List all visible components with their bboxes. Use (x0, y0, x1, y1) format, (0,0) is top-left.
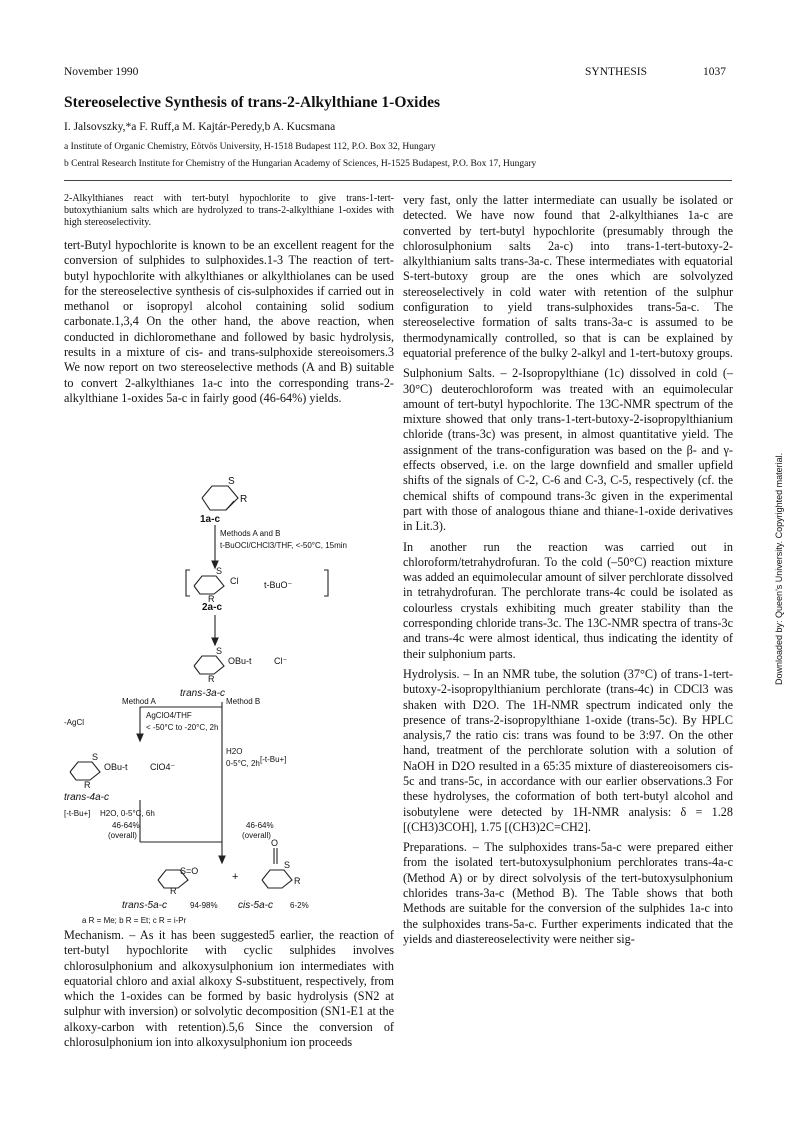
conditions-b: 0-5°C, 2h (226, 759, 260, 768)
pct-cis-5: 6-2% (290, 901, 309, 910)
method-b-label: Method B (226, 697, 261, 706)
s-atom-5c: S (284, 860, 291, 870)
obu-substituent: OBu-t (228, 656, 252, 666)
header-date: November 1990 (64, 66, 139, 78)
header-divider (64, 180, 732, 181)
abstract: 2-Alkylthianes react with tert-butyl hypochlorite to give trans-1-tert-butoxythianium salts which are hydrolyzed to trans-2-alkylthiane 1-oxides with high stereoselectivity. (64, 193, 394, 228)
perchlorate-paragraph: In another run the reaction was carried out in chloroform/tetrahydrofuran. To the cold (–50°C) reaction mixture was added an equimolecular amount of silver perchlorate dissolved in tetrahydrofuran. The perchlorate trans-4c could be isolated as colourless crystals exhibiting much greater stability than the corresponding chloride trans-3c. The 13C-NMR spectra of trans-3c and trans-4c were almost identical, thus indicating the identity of their sulphonium parts. (403, 539, 733, 661)
bracket-right (324, 570, 328, 596)
r-group-2: R (208, 594, 215, 604)
o-atom: O (271, 838, 279, 848)
cl-substituent: Cl (230, 576, 239, 586)
cl-anion-3: Cl⁻ (274, 656, 288, 666)
overall-a: (overall) (108, 831, 137, 840)
conditions-a: < -50°C to -20°C, 2h (146, 723, 219, 732)
pct-trans-5: 94-98% (190, 901, 218, 910)
mechanism-section (64, 928, 394, 1055)
s-atom-1: S (228, 476, 235, 487)
s-atom-4: S (92, 752, 99, 762)
affiliation-b: b Central Research Institute for Chemistry of the Hungarian Academy of Sciences, H-1525 Budapest, P.O. Box 17, Hungary (64, 159, 537, 169)
author-list: I. Jalsovszky,*a F. Ruff,a M. Kajtár-Peredy,b A. Kucsmana (64, 121, 336, 133)
method-a-label: Method A (122, 697, 156, 706)
clo4-anion: ClO4⁻ (150, 762, 176, 772)
s-atom-2: S (216, 566, 223, 576)
obu-substituent-4: OBu-t (104, 762, 128, 772)
plus-sign: + (232, 871, 239, 883)
bracket-left (186, 570, 190, 596)
h2o-a: H2O, 0-5°C, 6h (100, 809, 155, 818)
thiane-ring-4 (70, 762, 100, 780)
download-watermark: Downloaded by: Queen's University. Copyrighted material. (774, 452, 784, 685)
mechanism-paragraph: Mechanism. – As it has been suggested5 earlier, the reaction of tert-butyl hypochlorite with cyclic sulphides involves chlorosulphonium and alkoxysulphonium ion intermediates with equatorial chloro and axial alkoxy S-substituent, respectively, from which the 1-oxides can be formed by basic hydrolysis (SN2 at sulphur with inversion) or solvolytic decomposition (SN1-E1 at the alkoxy-carbon with retention).5,6 Since the conversion of chlorosulphonium ion into alkoxysulphonium ion proceeds (64, 928, 394, 1050)
hydrolysis-paragraph: Hydrolysis. – In an NMR tube, the solution (37°C) of trans-1-tert-butoxy-2-isopropylthianium perchlorate (trans-4c) in CDCl3 was shaken with D2O. The 1H-NMR spectrum indicated only the presence of trans-2-isopropylthiane 1-oxide (trans-5c). By HPLC analysis,7 the ratio cis: trans was found to be 3:97. On the other hand, treatment of the perchlorate solution with a solution of NaOH in D2O resulted in a 65:35 mixture of diastereoisomers cis-5c and trans-5c, in accordance with our earlier observations.3 For these hydrolyses, the coformation of both tert-butyl alcohol and isobutylene were detected by 1H-NMR analysis: δ = 1.28 [(CH3)3COH], 1.75 [(CH3)2C=CH2]. (403, 666, 733, 834)
conditions-1: t-BuOCl/CHCl3/THF, <-50°C, 15min (220, 541, 348, 550)
label-trans-4ac: trans-4a-c (64, 792, 110, 803)
label-cis-5ac: cis-5a-c (238, 900, 274, 911)
h2o-b: H2O (226, 747, 243, 756)
tbu-loss-a: [-t-Bu+] (64, 809, 91, 818)
right-paragraph-1: very fast, only the latter intermediate can usually be isolated or detected. We have now found that 2-alkylthianes 1a-c are converted by tert-butyl hypochlorite (presumably through the chlorosulphonium salts 2a-c) into trans-1-tert-butoxy-2-alkylthianium salts trans-3a-c. These intermediates with equatorial S-tert-butoxy group are the ones which are solvolyzed stereoselectively in cold water with retention of the sulphur configuration to yield trans-sulphoxides trans-5a-c. The stereoselective formation of salts trans-3a-c is assumed to be thermodynamically controlled, so that is can be explained by equatorial preference of the bulky 2-alkyl and 1-tert-butoxy groups. (403, 193, 733, 360)
r-group-4: R (84, 780, 91, 790)
intro-paragraph: tert-Butyl hypochlorite is known to be an excellent reagent for the conversion of sulphides to sulphoxides.1-3 The reaction of tert-butyl hypochlorite with alkylthianes or alkylthiolanes can be used for the stereoselective synthesis of cis-sulphoxides if carried out in methanol or isopropyl alcohol containing solid sodium carbonate.1,3,4 On the other hand, the above reaction, when conducted in dichloromethane and followed by basic hydrolysis, results in a mixture of cis- and trans-sulphoxide stereoisomers.3 We now report on two stereoselective methods (A and B) suitable to convert 2-alkylthianes 1a-c into the corresponding trans-2-alkylthiane 1-oxides 5a-c in fairly good (46-64%) yields. (64, 238, 394, 405)
right-column (403, 193, 733, 952)
sulphonium-salts-paragraph: Sulphonium Salts. – 2-Isopropylthiane (1c) dissolved in cold (–30°C) deuterochloroform was treated with an equimolecular amount of tert-butyl hypochlorite. The 13C-NMR spectrum of the mixture showed that only trans-1-tert-butoxy-2-isopropylthianium chloride (trans-3c) was present, in almost quantitative yield. The assignment of the trans-configuration was based on the β- and γ-effects observed, i.e. on the large downfield and smaller upfield shifts of the signals of C-2, C-6 and C-3, C-5, respectively (cf. the chemical shifts of compound trans-3c given in the experimental part with those of analogous thiane and thiane-1-oxide derivatives in Lit.3). (403, 366, 733, 534)
substituent-legend: a R = Me; b R = Et; c R = i-Pr (82, 916, 187, 925)
yield-a: 46-64% (112, 821, 140, 830)
so-group: S=O (180, 866, 199, 876)
agcl-text: -AgCl (64, 718, 85, 727)
thiane-ring-3 (194, 656, 224, 674)
affiliation-a: a Institute of Organic Chemistry, Eötvös University, H-1518 Budapest 112, P.O. Box 32, Hungary (64, 142, 436, 152)
r-group-5c: R (294, 876, 301, 886)
thiane-ring-1 (202, 486, 238, 510)
reaction-scheme (62, 470, 394, 925)
r-group-1: R (240, 494, 248, 505)
label-1ac: 1a-c (200, 514, 221, 525)
label-trans-3ac: trans-3a-c (180, 688, 226, 699)
tbu-loss-b: [-t-Bu+] (260, 755, 287, 764)
r-group-5t: R (170, 886, 177, 896)
header-journal: SYNTHESIS (585, 66, 647, 78)
s-atom-3: S (216, 646, 223, 656)
tbuo-anion: t-BuO⁻ (264, 580, 293, 590)
yield-b: 46-64% (246, 821, 274, 830)
label-trans-5ac: trans-5a-c (122, 900, 168, 911)
header-page: 1037 (703, 66, 726, 78)
overall-b: (overall) (242, 831, 271, 840)
intro-section (64, 238, 394, 411)
thiane-ring-2 (194, 576, 224, 594)
label-2ac: 2a-c (202, 602, 223, 613)
r-group-3: R (208, 674, 215, 684)
agclo4-text: AgClO4/THF (146, 711, 192, 720)
preparations-paragraph: Preparations. – The sulphoxides trans-5a-c were prepared either from the isolated tert-butoxysulphonium perchlorates trans-4a-c (Method A) or by direct solvolysis of the tert-butoxysulphonium chlorides trans-3a-c (Method B). The Table shows that both Methods are suitable for the conversion of the sulphides 1a-c into the sulphoxides trans-5a-c. Further experiments indicated that the yields and diastereoselectivity were neither sig- (403, 840, 733, 946)
methods-ab-text: Methods A and B (220, 529, 281, 538)
article-title: Stereoselective Synthesis of trans-2-Alkylthiane 1-Oxides (64, 94, 440, 111)
thiane-ring-5c (262, 870, 292, 888)
